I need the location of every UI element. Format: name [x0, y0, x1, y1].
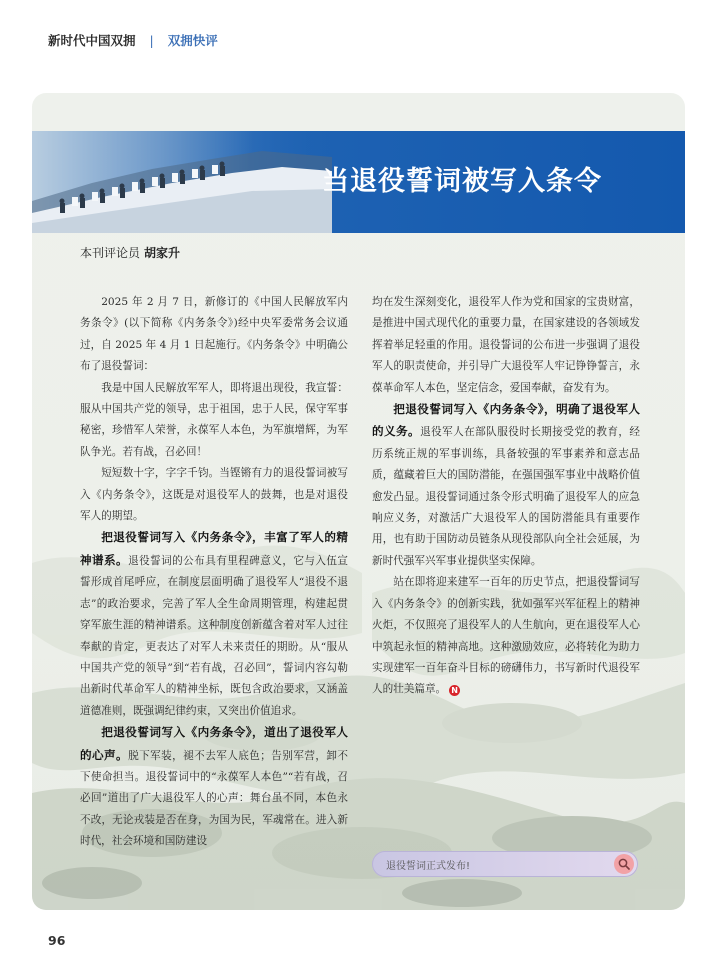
closing-text: 站在即将迎来建军一百年的历史节点，把退役誓词写入《内务条令》的创新实践，犹如强军兴军征程上的精神火炬，不仅照亮了退役军人的人生航向，更在退役军人心中筑起永恒的精神高地。这种激励效应，必将转化为助力实现建军一百年奋斗目标的磅礴伟力，书写新时代退役军人的壮美篇章。 — [372, 576, 640, 696]
left-column — [80, 292, 348, 853]
right-column — [372, 292, 640, 701]
section-name: 双拥快评 — [167, 33, 218, 48]
end-mark-icon: N — [449, 685, 460, 696]
page-header — [48, 31, 218, 49]
byline — [80, 244, 180, 261]
byline-author: 胡家升 — [144, 246, 181, 260]
search-bar[interactable] — [372, 851, 638, 877]
column-name: 新时代中国双拥 — [48, 33, 136, 48]
section-paragraph — [372, 399, 640, 572]
section-body: 退役誓词的公布具有里程碑意义，它与入伍宣誓形成首尾呼应，在制度层面明确了退役军人“退役不退志”的政治要求，完善了军人全生命周期管理，构建起贯穿军旅生涯的精神谱系。这种制度创新蕴含着对军人过往奉献的肯定，更表达了对军人未来责任的期盼。从“服从中国共产党的领导”到“若有战，召必回”，誓词内容勾勒出新时代革命军人的精神坐标，既包含政治要求，又涵盖道德准则，既强调纪律约束，又突出价值追求。 — [80, 554, 348, 717]
byline-role: 本刊评论员 — [80, 246, 141, 260]
header-separator: | — [149, 32, 154, 48]
section-heading: 把退役誓词写入《内务条令》，丰富了军人的精神谱系。 — [80, 530, 348, 567]
page-number: 96 — [48, 933, 66, 948]
search-placeholder: 退役誓词正式发布! — [386, 861, 471, 872]
title-banner — [32, 131, 685, 233]
section-heading: 把退役誓词写入《内务条令》，明确了退役军人的义务。 — [372, 402, 640, 439]
section-body: 脱下军装，褪不去军人底色；告别军营，卸不下使命担当。退役誓词中的“永葆军人本色”“若有战，召必回”道出了广大退役军人的心声：舞台虽不同，本色永不改，无论戎装是否在身，为国为民，军魂常在。进入新时代，社会环境和国防建设 — [80, 749, 348, 848]
closing-paragraph — [372, 572, 640, 700]
body-paragraph: 短短数十字，字字千钧。当铿锵有力的退役誓词被写入《内务条令》，这既是对退役军人的鼓舞，也是对退役军人的期望。 — [80, 467, 348, 523]
section-heading: 把退役誓词写入《内务条令》，道出了退役军人的心声。 — [80, 725, 348, 762]
soldiers-on-snow-hill-image — [32, 131, 332, 233]
search-button[interactable] — [614, 854, 634, 874]
section-paragraph — [80, 527, 348, 722]
oath-quote: 我是中国人民解放军军人，即将退出现役，我宣誓：服从中国共产党的领导，忠于祖国，忠于人民，保守军事秘密，珍惜军人荣誉，永葆军人本色，为军旗增辉，为军队争光。若有战，召必回！ — [80, 381, 348, 458]
body-paragraph: 2025 年 2 月 7 日，新修订的《中国人民解放军内务条令》(以下简称《内务条令》)经中央军委常务会议通过，自 2025 年 4 月 1 日起施行。《内务条令》中明确公布了退役誓词： — [80, 296, 348, 373]
article-title: 当退役誓词被写入条令 — [322, 166, 602, 197]
section-paragraph — [80, 722, 348, 852]
body-paragraph-continued: 均在发生深刻变化，退役军人作为党和国家的宝贵财富，是推进中国式现代化的重要力量，在国家建设的各领域发挥着举足轻重的作用。退役誓词的公布进一步强调了退役军人的职责使命，并引导广大退役军人牢记铮铮誓言，永葆革命军人本色，坚定信念，爱国奉献，奋发有为。 — [372, 296, 640, 394]
section-body: 退役军人在部队服役时长期接受党的教育，经历系统正规的军事训练，具备较强的军事素养和意志品质，蕴藏着巨大的国防潜能，在强国强军事业中战略价值愈发凸显。退役誓词通过条令形式明确了退役军人的应急响应义务，对激活广大退役军人的国防潜能具有重要作用，也有助于国防动员链条从现役部队向全社会延展，为新时代强军兴军事业提供坚实保障。 — [372, 426, 640, 567]
search-icon — [618, 858, 630, 870]
